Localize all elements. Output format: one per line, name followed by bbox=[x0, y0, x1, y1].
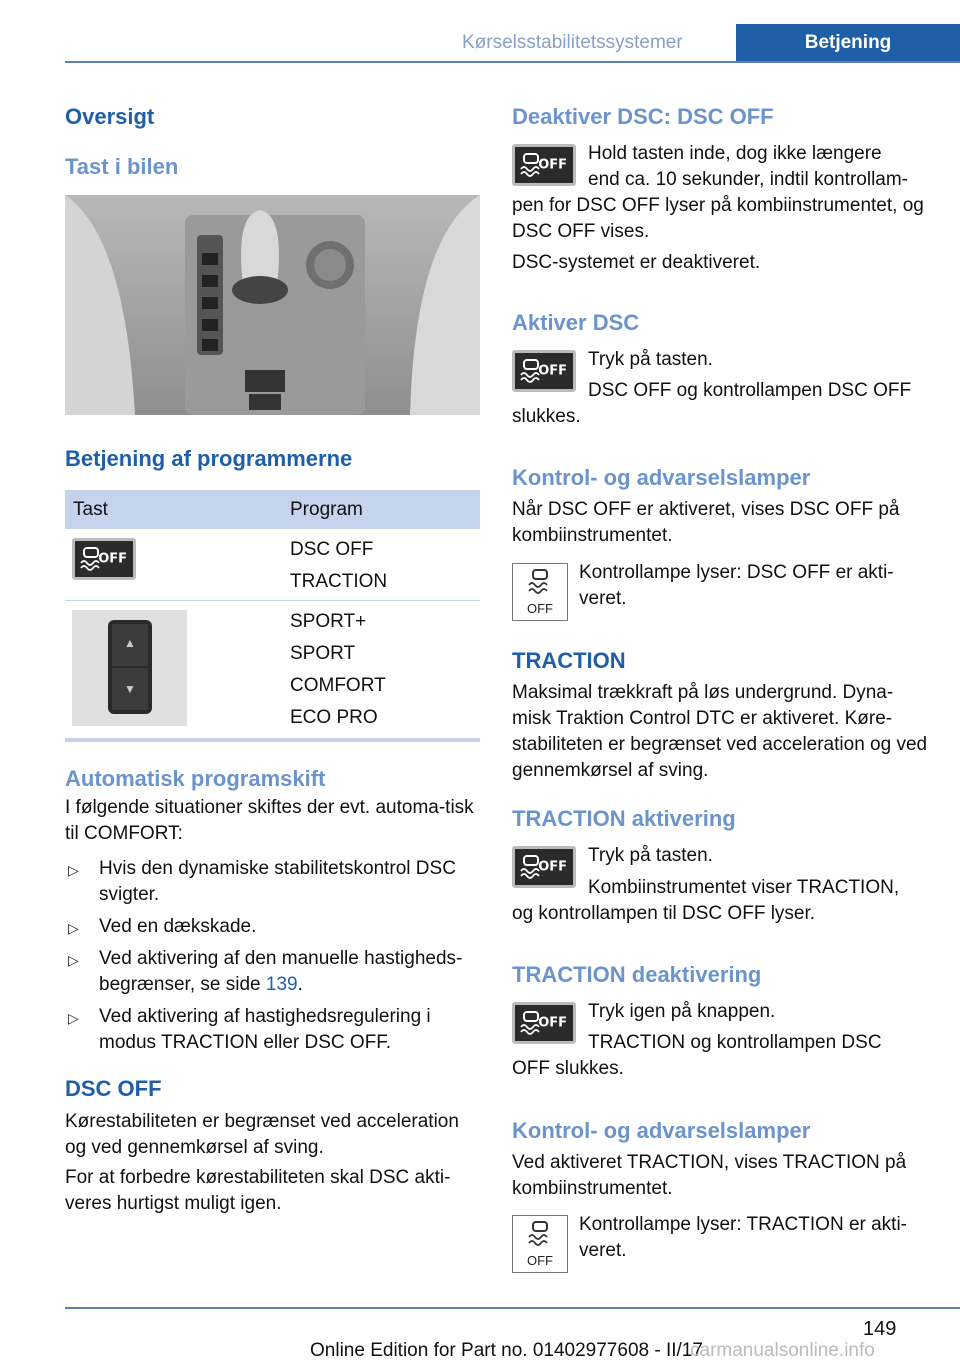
off-label: OFF bbox=[98, 551, 127, 567]
aktiver-para-2b: slukkes. bbox=[512, 406, 581, 427]
footer-divider bbox=[65, 1307, 960, 1309]
table-row-1-program bbox=[290, 534, 387, 598]
heading-betjening: Betjening af programmerne bbox=[65, 446, 353, 471]
down-arrow-icon: ▼ bbox=[112, 668, 148, 710]
bullet-3 bbox=[99, 946, 480, 998]
watermark: carmanualsonline.info bbox=[690, 1340, 875, 1361]
dsc-off-para-2: For at forbedre kørestabiliteten skal DSC akti-veres hurtigst muligt igen. bbox=[65, 1167, 451, 1214]
kontrol-1-lamp-text: Kontrollampe lyser: DSC OFF er akti-veret. bbox=[579, 562, 894, 609]
table-col-tast: Tast bbox=[73, 499, 108, 520]
heading-traction-aktivering: TRACTION aktivering bbox=[512, 806, 736, 831]
header-section-title: Kørselsstabilitetssystemer bbox=[462, 32, 683, 53]
dsc-off-button-icon bbox=[512, 350, 576, 392]
dsc-off-para-1: Kørestabiliteten er begrænset ved acceleration og ved gennemkørsel af sving. bbox=[65, 1111, 459, 1158]
off-label: OFF bbox=[538, 859, 567, 875]
header-divider bbox=[65, 61, 960, 63]
tr-deakt-para-1: Tryk igen på knappen. bbox=[588, 1001, 776, 1022]
dsc-off-warning-lamp-icon bbox=[512, 563, 568, 621]
table-col-program: Program bbox=[290, 499, 363, 520]
dsc-off-button-icon bbox=[512, 144, 576, 186]
aktiver-para-2a: DSC OFF og kontrollampen DSC OFF bbox=[588, 380, 912, 401]
header-tab-label: Betjening bbox=[804, 31, 892, 53]
bullet-icon: ▷ bbox=[68, 862, 79, 878]
table-header bbox=[65, 490, 480, 529]
heading-aktiver-dsc: Aktiver DSC bbox=[512, 310, 640, 335]
center-console-photo bbox=[65, 195, 480, 415]
heading-kontrol-1: Kontrol- og advarselslamper bbox=[512, 465, 811, 490]
heading-oversigt: Oversigt bbox=[65, 104, 155, 129]
traction-para: Maksimal trækkraft på løs undergrund. Dyna-misk Traktion Control DTC er aktiveret. Køre-stabiliteten er begrænset ved acceleration og ved gennemkørsel af sving. bbox=[512, 682, 928, 781]
bullet-1: Hvis den dynamiske stabilitetskontrol DSC svigter. bbox=[99, 858, 456, 905]
program-eco-pro: ECO PRO bbox=[290, 707, 378, 728]
traction-warning-lamp-icon bbox=[512, 1215, 568, 1273]
heading-kontrol-2: Kontrol- og advarselslamper bbox=[512, 1118, 811, 1143]
edition-text: Online Edition for Part no. 01402977608 - II/17 bbox=[310, 1340, 703, 1361]
heading-tast: Tast i bilen bbox=[65, 154, 179, 179]
program-sport-plus: SPORT+ bbox=[290, 611, 367, 632]
tr-akt-para-2b: og kontrollampen til DSC OFF lyser. bbox=[512, 903, 816, 924]
off-label: OFF bbox=[527, 601, 553, 616]
tr-deakt-para-2a: TRACTION og kontrollampen DSC bbox=[588, 1032, 882, 1053]
kontrol-2-lamp-text: Kontrollampe lyser: TRACTION er akti-veret. bbox=[579, 1214, 908, 1261]
dsc-off-button-icon bbox=[512, 846, 576, 888]
kontrol-1-para: Når DSC OFF er aktiveret, vises DSC OFF på kombiinstrumentet. bbox=[512, 499, 900, 546]
bullet-3-end: . bbox=[297, 974, 303, 995]
heading-deaktiver-dsc: Deaktiver DSC: DSC OFF bbox=[512, 104, 774, 129]
deaktiver-line-3: pen for DSC OFF lyser på kombiinstrumentet, og DSC OFF vises. bbox=[512, 195, 924, 242]
bullet-icon: ▷ bbox=[68, 920, 79, 936]
program-dsc-off: DSC OFF bbox=[290, 539, 374, 560]
drive-mode-switch-image bbox=[72, 610, 187, 726]
dsc-off-button-icon bbox=[72, 538, 136, 580]
heading-automatisk: Automatisk programskift bbox=[65, 766, 326, 791]
header-tab[interactable] bbox=[736, 24, 960, 61]
dsc-off-button-icon bbox=[512, 1002, 576, 1044]
bullet-icon: ▷ bbox=[68, 952, 79, 968]
table-row-2-program bbox=[290, 606, 386, 734]
bullet-4: Ved aktivering af hastighedsregulering i modus TRACTION eller DSC OFF. bbox=[99, 1006, 431, 1053]
kontrol-2-para: Ved aktiveret TRACTION, vises TRACTION på kombiinstrumentet. bbox=[512, 1152, 907, 1199]
off-label: OFF bbox=[538, 1015, 567, 1031]
page-link-139[interactable]: 139 bbox=[265, 974, 298, 995]
tr-deakt-para-2b: OFF slukkes. bbox=[512, 1058, 624, 1079]
off-label: OFF bbox=[538, 363, 567, 379]
table-bottom-border bbox=[65, 738, 480, 742]
tr-akt-para-2a: Kombiinstrumentet viser TRACTION, bbox=[588, 877, 900, 898]
program-sport: SPORT bbox=[290, 643, 356, 664]
bullet-3-text: Ved aktivering af den manuelle hastigheds-begrænser, se side bbox=[99, 948, 463, 995]
heading-dsc-off: DSC OFF bbox=[65, 1076, 162, 1101]
up-arrow-icon: ▲ bbox=[112, 624, 148, 666]
deaktiver-line-2: end ca. 10 sekunder, indtil kontrollam- bbox=[588, 169, 909, 190]
deaktiver-line-1: Hold tasten inde, dog ikke længere bbox=[588, 143, 882, 164]
deaktiver-para-2: DSC-systemet er deaktiveret. bbox=[512, 252, 761, 273]
off-label: OFF bbox=[527, 1253, 553, 1268]
page-number: 149 bbox=[863, 1318, 897, 1340]
program-traction: TRACTION bbox=[290, 571, 388, 592]
off-label: OFF bbox=[538, 157, 567, 173]
tr-akt-para-1: Tryk på tasten. bbox=[588, 845, 713, 866]
bullet-2: Ved en dækskade. bbox=[99, 916, 257, 937]
table-row-divider bbox=[65, 600, 480, 601]
heading-traction: TRACTION bbox=[512, 648, 626, 673]
program-comfort: COMFORT bbox=[290, 675, 386, 696]
auto-intro: I følgende situationer skiftes der evt. automa-tisk til COMFORT: bbox=[65, 797, 474, 844]
heading-traction-deaktivering: TRACTION deaktivering bbox=[512, 962, 762, 987]
aktiver-para-1: Tryk på tasten. bbox=[588, 349, 713, 370]
bullet-icon: ▷ bbox=[68, 1010, 79, 1026]
